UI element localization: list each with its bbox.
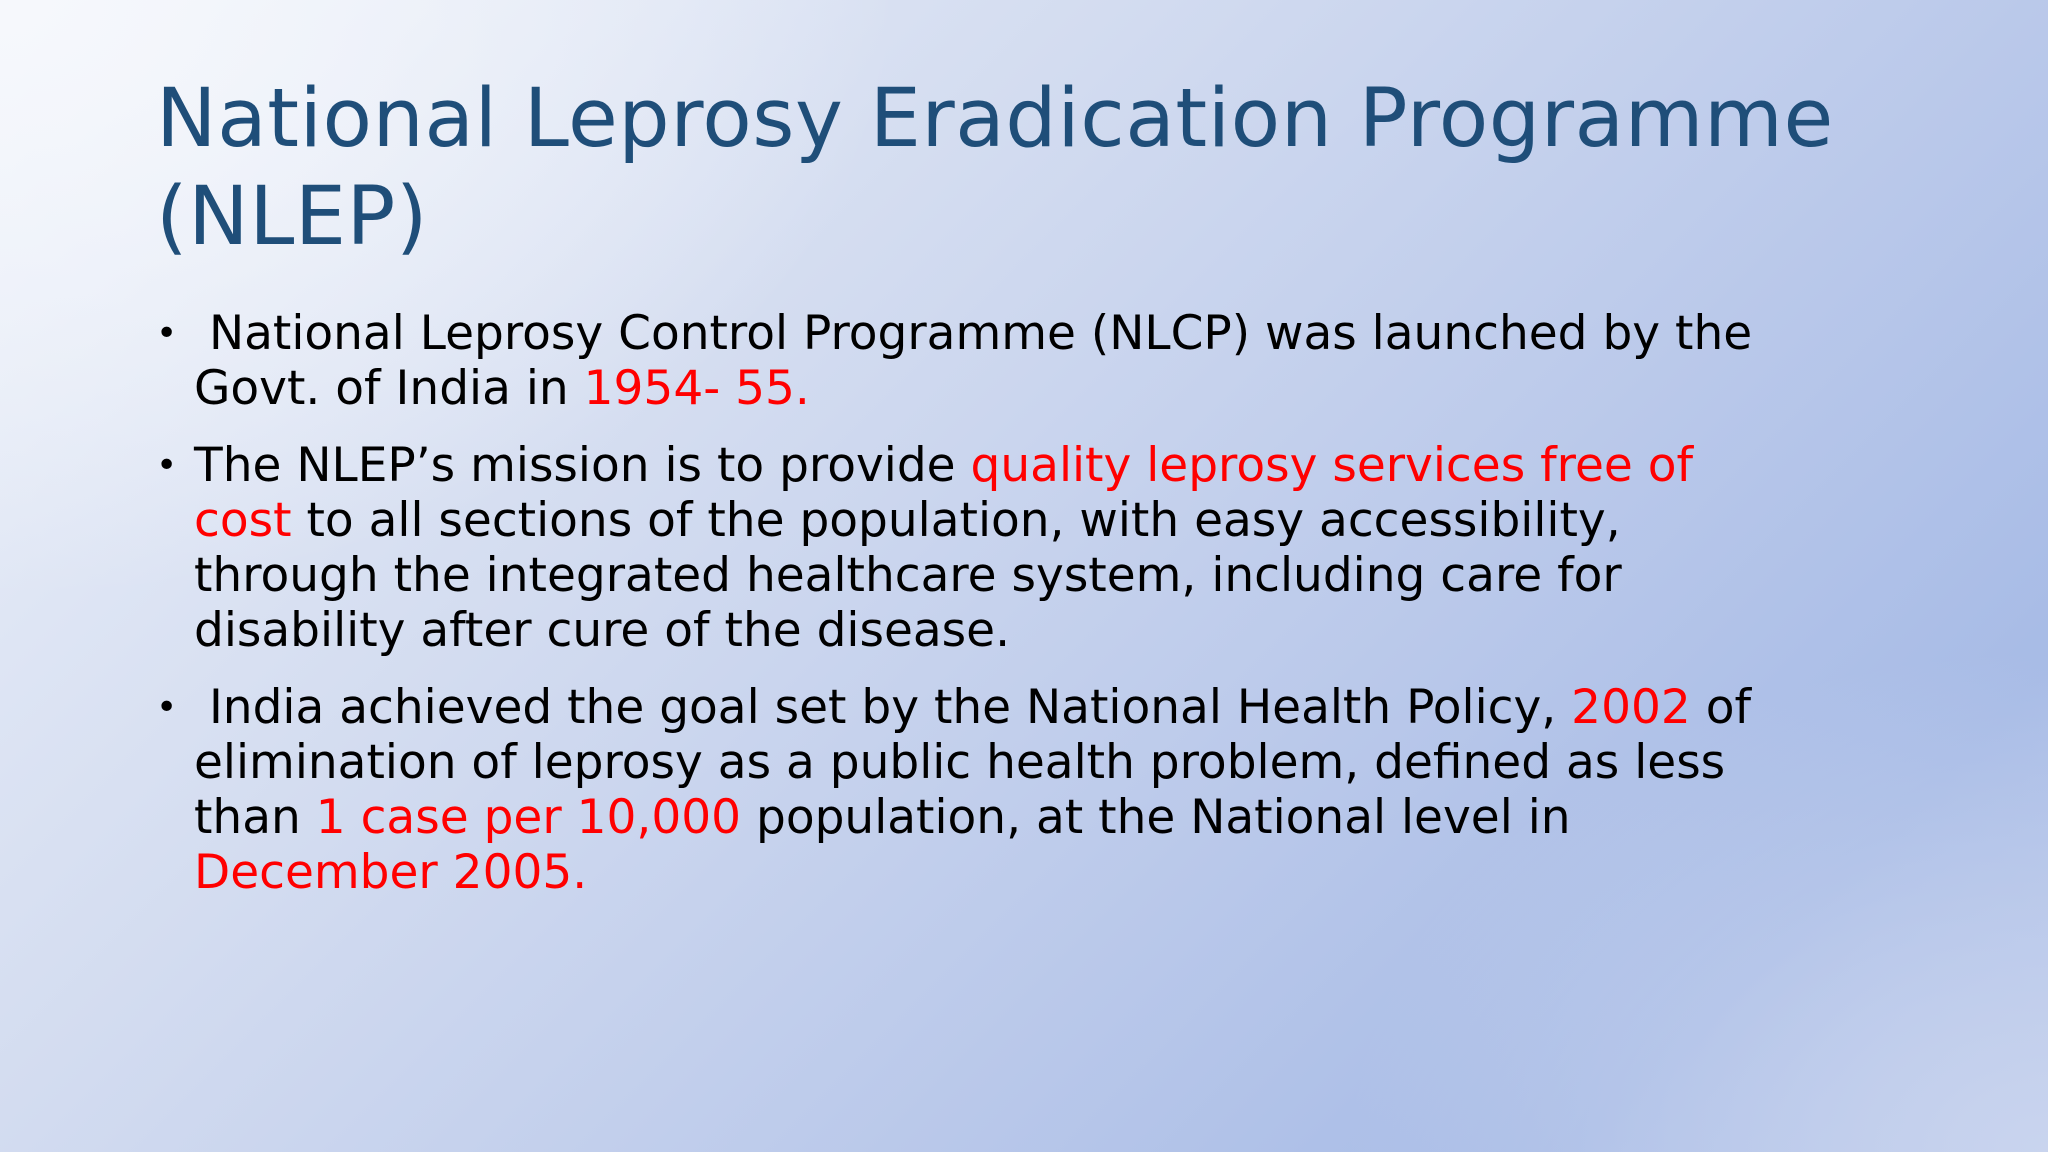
bullet-text: National Leprosy Control Programme (NLCP) was launched by the: [194, 306, 1753, 361]
title-line-1: National Leprosy Eradication Programme: [156, 72, 1834, 166]
bullet-text: through the integrated healthcare system, including care for: [194, 548, 1622, 603]
bullet-2-line-2: [194, 493, 1936, 548]
bullet-3-line-4: [194, 845, 1936, 900]
bullet-item: [156, 680, 1936, 900]
bullet-dot-icon: •: [156, 687, 178, 728]
highlight-text: December 2005.: [194, 845, 588, 900]
bullet-item: [156, 306, 1936, 416]
bullet-text: to all sections of the population, with easy accessibility,: [291, 493, 1621, 548]
bullet-3-line-3: [194, 790, 1936, 845]
highlight-text: cost: [194, 493, 292, 548]
bullet-text: elimination of leprosy as a public health problem, defined as less: [194, 735, 1726, 790]
bullet-dot-icon: •: [156, 445, 178, 486]
bullet-list: [156, 306, 1936, 922]
bullet-item: [156, 438, 1936, 658]
slide-title: [156, 70, 1956, 266]
highlight-text: 1954- 55.: [583, 361, 810, 416]
title-line-2: (NLEP): [156, 170, 428, 264]
bullet-dot-icon: •: [156, 313, 178, 354]
bullet-text: than: [194, 790, 316, 845]
bullet-text: of: [1690, 680, 1752, 735]
bullet-3-line-2: [194, 735, 1936, 790]
bullet-1-line-1: [194, 306, 1936, 361]
highlight-text: 2002: [1571, 680, 1691, 735]
bullet-text: Govt. of India in: [194, 361, 584, 416]
bullet-3-line-1: [194, 680, 1936, 735]
bullet-text: The NLEP’s mission is to provide: [194, 438, 971, 493]
highlight-text: 1 case per 10,000: [315, 790, 742, 845]
bullet-1-line-2: [194, 361, 1936, 416]
bullet-text: India achieved the goal set by the National Health Policy,: [194, 680, 1572, 735]
bullet-2-line-3: [194, 548, 1936, 603]
bullet-text: population, at the National level in: [741, 790, 1571, 845]
bullet-2-line-1: [194, 438, 1936, 493]
highlight-text: quality leprosy services free of: [970, 438, 1694, 493]
bullet-text: disability after cure of the disease.: [194, 603, 1011, 658]
bullet-2-line-4: [194, 603, 1936, 658]
